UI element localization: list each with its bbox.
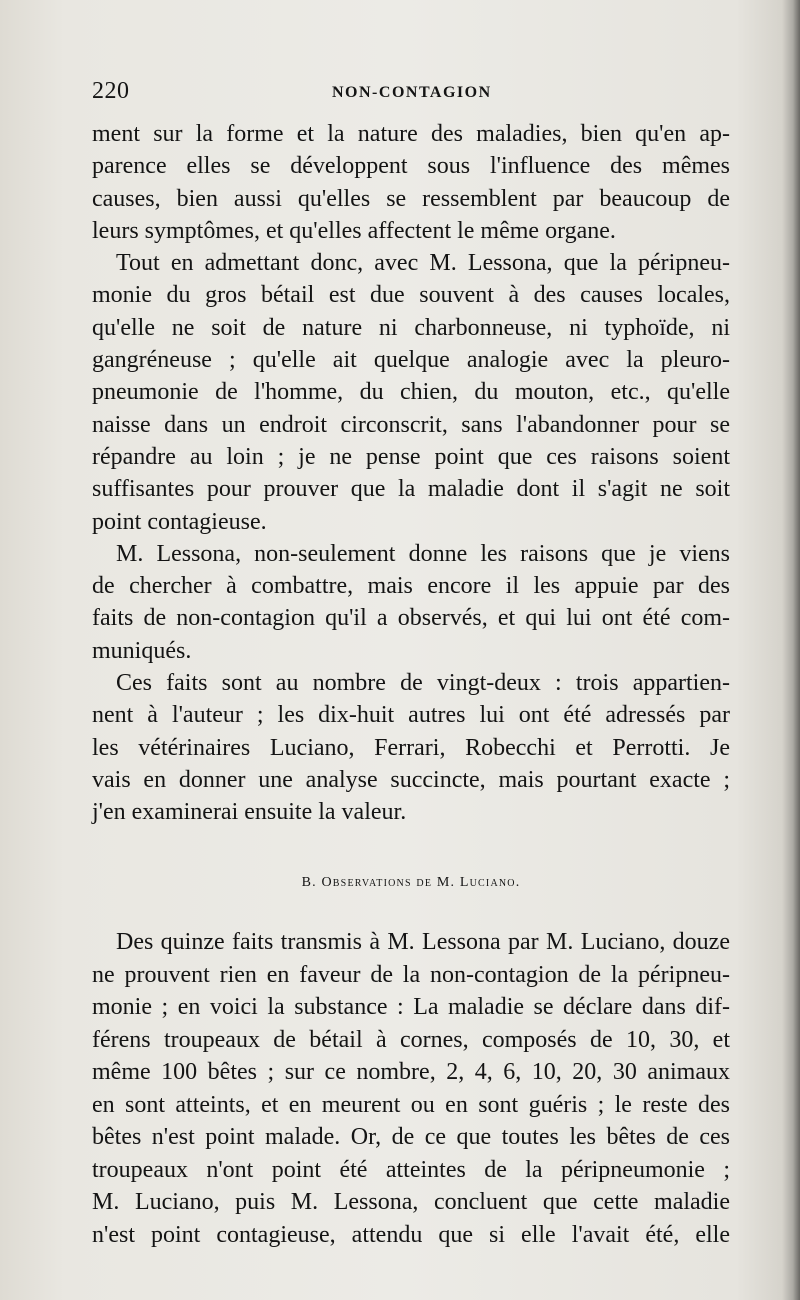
text-line: de chercher à combattre, mais encore il les appuie par des [92, 573, 730, 600]
text-line: parence elles se développent sous l'influence des mêmes [92, 153, 730, 180]
body-text-upper [92, 118, 730, 829]
text-line: ne prouvent rien en faveur de la non-contagion de la péripneu- [92, 961, 730, 988]
text-line: monie ; en voici la substance : La maladie se déclare dans dif- [92, 994, 730, 1020]
text-line: faits de non-contagion qu'il a observés, et qui lui ont été com- [92, 605, 730, 632]
text-line: naisse dans un endroit circonscrit, sans l'abandonner pour se [92, 411, 730, 438]
text-line: troupeaux n'ont point été atteintes de la péripneumonie ; [92, 1156, 730, 1183]
text-line: pneumonie de l'homme, du chien, du mouton, etc., qu'elle [92, 379, 730, 406]
text-line: leurs symptômes, et qu'elles affectent le même organe. [92, 217, 616, 244]
text-line: les vétérinaires Luciano, Ferrari, Robecchi et Perrotti. Je [92, 734, 730, 761]
page-number: 220 [92, 78, 130, 104]
text-line: suffisantes pour prouver que la maladie dont il s'agit ne soit [92, 476, 730, 503]
text-line: point contagieuse. [92, 508, 267, 535]
text-line: Ces faits sont au nombre de vingt-deux : trois appartien- [116, 670, 730, 697]
page-edge-shadow [782, 0, 800, 1300]
section-heading: B. Observations de M. Luciano. [301, 875, 521, 890]
text-line: férens troupeaux de bétail à cornes, composés de 10, 30, et [92, 1026, 730, 1053]
text-line: muniqués. [92, 637, 192, 664]
text-line: causes, bien aussi qu'elles se ressemblent par beaucoup de [92, 185, 730, 212]
text-line: nent à l'auteur ; les dix-huit autres lui ont été adressés par [92, 702, 730, 729]
text-line: n'est point contagieuse, attendu que si elle l'avait été, elle [92, 1221, 730, 1248]
text-line: j'en examinerai ensuite la valeur. [92, 799, 407, 826]
body-text-lower [92, 926, 730, 1251]
text-line: M. Lessona, non-seulement donne les raisons que je viens [116, 540, 730, 567]
text-line: même 100 bêtes ; sur ce nombre, 2, 4, 6, 10, 20, 30 animaux [92, 1059, 730, 1085]
text-line: vais en donner une analyse succincte, mais pourtant exacte ; [92, 766, 730, 793]
text-line: qu'elle ne soit de nature ni charbonneuse, ni typhoïde, ni [92, 314, 730, 341]
text-line: en sont atteints, et en meurent ou en sont guéris ; le reste des [92, 1091, 730, 1118]
text-line: répandre au loin ; je ne pense point que ces raisons soient [92, 443, 730, 470]
text-line: bêtes n'est point malade. Or, de ce que toutes les bêtes de ces [92, 1124, 730, 1150]
text-line: M. Luciano, puis M. Lessona, concluent que cette maladie [92, 1189, 730, 1215]
running-title: NON-CONTAGION [332, 84, 492, 101]
text-line: gangréneuse ; qu'elle ait quelque analogie avec la pleuro- [92, 347, 730, 374]
text-line: ment sur la forme et la nature des maladies, bien qu'en ap- [92, 121, 730, 147]
text-line: monie du gros bétail est due souvent à des causes locales, [92, 282, 730, 309]
text-line: Tout en admettant donc, avec M. Lessona, que la péripneu- [116, 250, 730, 277]
text-line: Des quinze faits transmis à M. Lessona par M. Luciano, douze [116, 929, 730, 955]
running-head [92, 78, 732, 108]
